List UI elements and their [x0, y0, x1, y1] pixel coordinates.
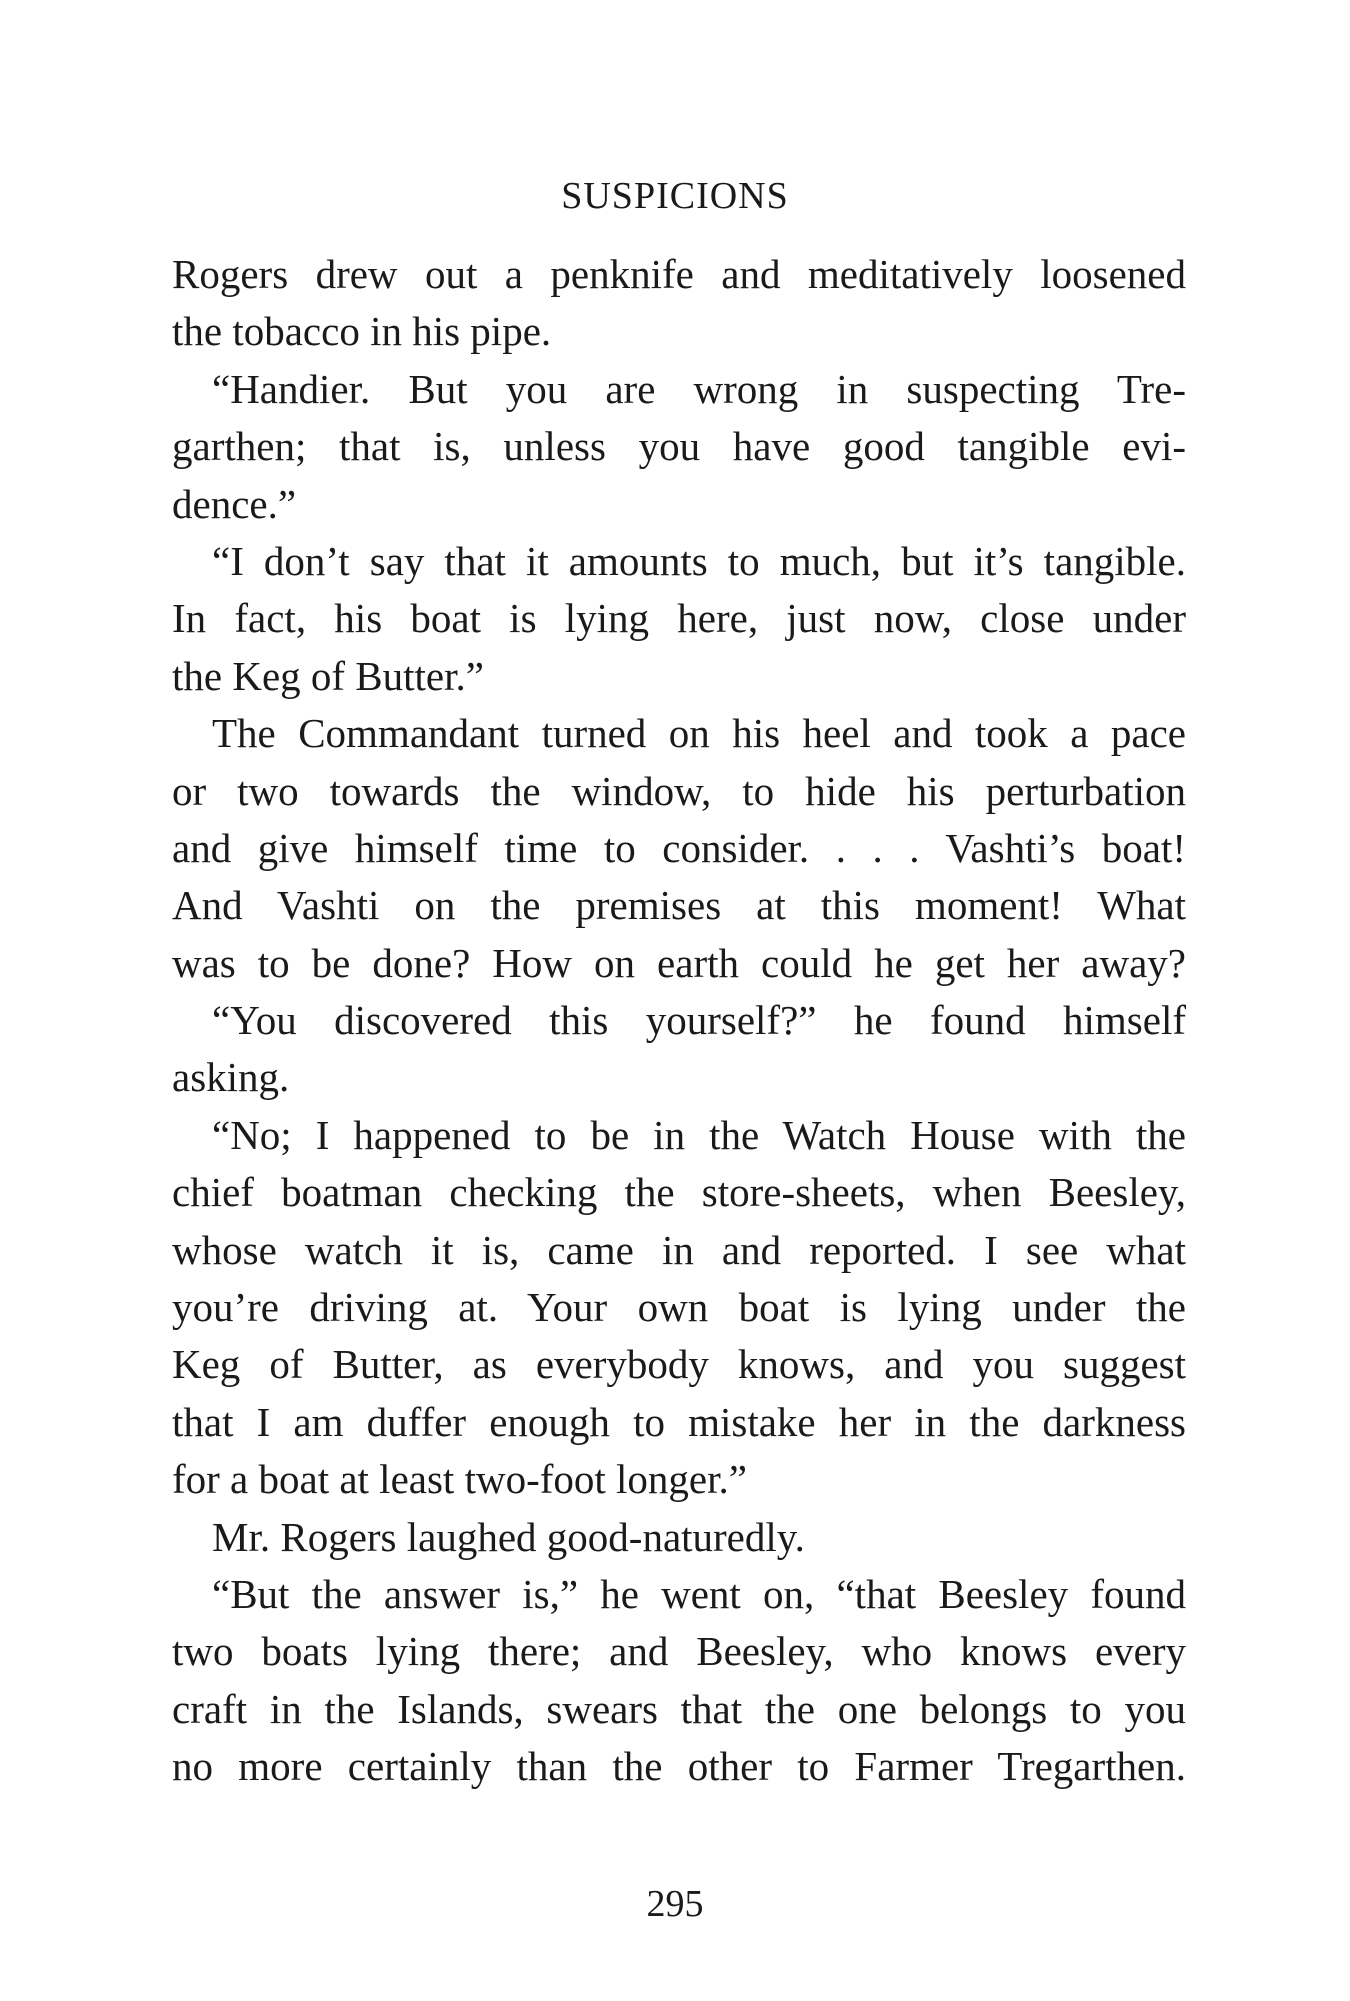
text-line: “Handier. But you are wrong in suspecting Tre- [212, 365, 1186, 412]
text-line: for a boat at least two-foot longer.” [172, 1456, 747, 1503]
running-title: SUSPICIONS [561, 175, 789, 217]
text-line: chief boatman checking the store-sheets, when Beesley, [172, 1169, 1186, 1216]
text-line: In fact, his boat is lying here, just now, close under [172, 595, 1186, 642]
text-line: “But the answer is,” he went on, “that Beesley found [212, 1570, 1186, 1617]
text-line: “No; I happened to be in the Watch House with the [212, 1111, 1186, 1158]
text-line: no more certainly than the other to Farmer Tregarthen. [172, 1743, 1186, 1790]
text-line: “You discovered this yourself?” he found himself [212, 997, 1186, 1044]
text-line: whose watch it is, came in and reported. I see what [172, 1226, 1186, 1273]
text-line: “I don’t say that it amounts to much, but it’s tangible. [212, 537, 1186, 584]
text-line: the tobacco in his pipe. [172, 308, 552, 355]
text-line: craft in the Islands, swears that the one belongs to you [172, 1685, 1186, 1732]
text-line: that I am duffer enough to mistake her in the darkness [172, 1398, 1186, 1445]
text-line: asking. [172, 1054, 290, 1101]
text-line: and give himself time to consider. . . . Vashti’s boat! [172, 824, 1186, 871]
text-line: garthen; that is, unless you have good tangible evi- [172, 423, 1186, 470]
page-number: 295 [646, 1883, 704, 1925]
text-line: or two towards the window, to hide his perturbation [172, 767, 1186, 814]
text-line: The Commandant turned on his heel and took a pace [212, 710, 1186, 757]
body-text [172, 246, 1186, 1796]
text-line: was to be done? How on earth could he get her away? [172, 939, 1186, 986]
text-line: two boats lying there; and Beesley, who knows every [172, 1628, 1186, 1675]
text-line: Rogers drew out a penknife and meditatively loosened [172, 251, 1186, 297]
text-line: And Vashti on the premises at this moment! What [172, 882, 1186, 929]
text-line: dence.” [172, 480, 297, 527]
text-line: you’re driving at. Your own boat is lying under the [172, 1284, 1186, 1331]
text-line: the Keg of Butter.” [172, 652, 484, 699]
text-line: Keg of Butter, as everybody knows, and you suggest [172, 1341, 1186, 1388]
text-line: Mr. Rogers laughed good-naturedly. [212, 1513, 805, 1560]
